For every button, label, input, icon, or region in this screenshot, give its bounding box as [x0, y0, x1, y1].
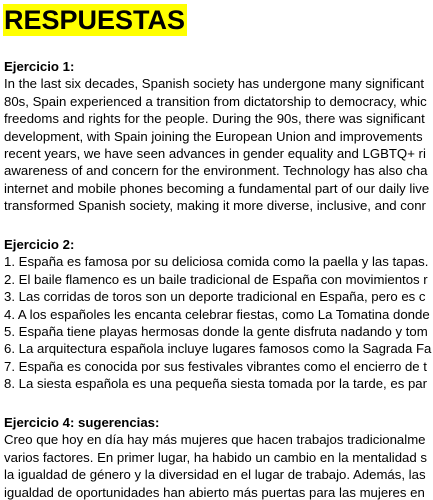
paragraph-line: transformed Spanish society, making it more diverse, inclusive, and conr	[4, 198, 426, 214]
paragraph-line: la igualdad de género y la diversidad en el lugar de trabajo. Además, las	[4, 467, 426, 483]
section-heading: Ejercicio 2:	[4, 237, 75, 252]
section-heading: Ejercicio 1:	[4, 59, 75, 74]
list-item: 6. La arquitectura española incluye lugares famosos como la Sagrada Fa	[4, 341, 432, 357]
paragraph-line: internet and mobile phones becoming a fundamental part of our daily live	[4, 180, 430, 196]
paragraph-line: recent years, we have seen advances in gender equality and LGBTQ+ ri	[4, 145, 426, 161]
paragraph-line: freedoms and rights for the people. During the 90s, there was significant	[4, 111, 425, 127]
list-item: 1. España es famosa por su deliciosa comida como la paella y las tapas.	[4, 254, 429, 270]
list-item: 8. La siesta española es una pequeña siesta tomada por la tarde, es par	[4, 376, 428, 392]
section-ejercicio-1	[4, 58, 433, 215]
paragraph-line: Creo que hoy en día hay más mujeres que hacen trabajos tradicionalme	[4, 432, 426, 448]
paragraph-line: development, with Spain joining the European Union and improvements	[4, 128, 423, 144]
paragraph-line: igualdad de oportunidades han abierto más puertas para las mujeres en	[4, 484, 425, 500]
list-item: 3. Las corridas de toros son un deporte tradicional en España, pero es c	[4, 289, 426, 305]
paragraph-line: In the last six decades, Spanish society has undergone many significant	[4, 76, 425, 92]
list-item: 7. España es conocida por sus festivales vibrantes como el encierro de t	[4, 358, 427, 374]
list-item: 4. A los españoles les encanta celebrar fiestas, como La Tomatina donde	[4, 306, 430, 322]
section-ejercicio-4	[4, 414, 433, 500]
section-heading: Ejercicio 4: sugerencias:	[4, 415, 160, 430]
section-ejercicio-2	[4, 236, 433, 393]
list-item: 5. España tiene playas hermosas donde la gente disfruta nadando y tom	[4, 323, 428, 339]
paragraph-line: varios factores. En primer lugar, ha habido un cambio en la mentalidad s	[4, 449, 427, 465]
document-title: RESPUESTAS	[4, 5, 186, 35]
paragraph-line: 80s, Spain experienced a transition from dictatorship to democracy, whic	[4, 93, 427, 109]
list-item: 2. El baile flamenco es un baile tradicional de España con movimientos r	[4, 271, 428, 287]
paragraph-line: awareness of and concern for the environment. Technology has also cha	[4, 163, 428, 179]
